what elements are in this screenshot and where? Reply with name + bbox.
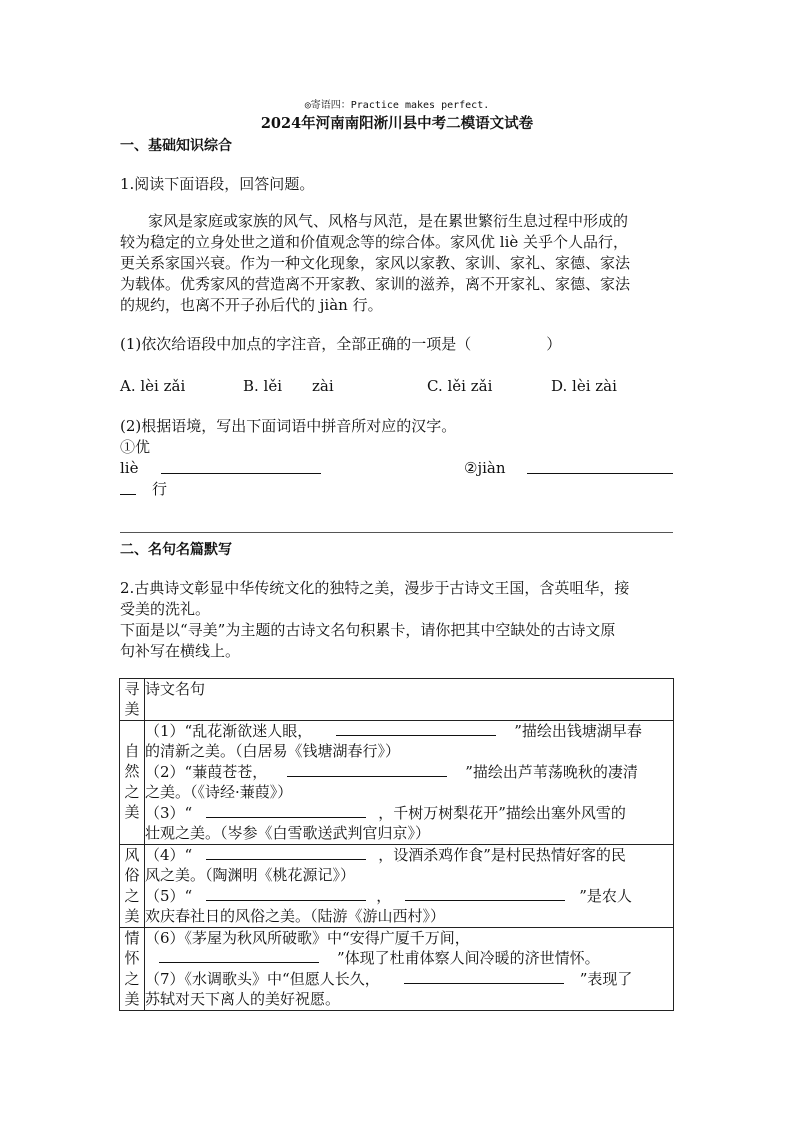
- answer-blank[interactable]: [287, 762, 447, 777]
- answer-blank[interactable]: [336, 721, 496, 736]
- card-line: （1）“乱花渐欲迷人眼， ”描绘出钱塘湖早春: [145, 721, 642, 740]
- card-line: （4）“ ，设酒杀鸡作食”是村民热情好客的民: [145, 845, 626, 864]
- card-line: 苏轼对天下离人的美好祝愿。: [145, 990, 341, 1008]
- card-line: 之美。（《诗经·蒹葭》）: [145, 783, 293, 801]
- card-line: （7）《水调歌头》中“但愿人长久， ”表现了: [145, 969, 633, 988]
- motto-line: ◎寄语四：Practice makes perfect.: [304, 100, 490, 111]
- intro-line: 2.古典诗文彰显中华传统文化的独特之美，漫步于古诗文王国，含英咀华，接: [120, 579, 630, 597]
- answer-blank[interactable]: [159, 948, 319, 963]
- table-row: [120, 720, 674, 844]
- answer-blank[interactable]: [206, 845, 366, 860]
- passage-line: 更关系家国兴衰。作为一种文化现象，家风以家教、家训、家礼、家德、家法: [120, 254, 631, 272]
- section1-heading: 一、基础知识综合: [120, 138, 232, 154]
- item2-tail: 行: [152, 480, 168, 498]
- item2-answer-blank[interactable]: [527, 473, 673, 474]
- option-d[interactable]: D. lèi zài: [551, 377, 617, 395]
- item2-label: ②jiàn: [464, 459, 506, 477]
- row-category: 风俗之美: [120, 844, 145, 927]
- card-line: 风之美。（陶渊明《桃花源记》）: [145, 866, 356, 884]
- poetry-card-table: [119, 678, 674, 1011]
- card-line: 的清新之美。（白居易《钱塘湖春行》）: [145, 742, 401, 760]
- passage: [120, 211, 680, 316]
- sub-question-2: (2)根据语境，写出下面词语中拼音所对应的汉字。: [120, 417, 457, 435]
- option-c[interactable]: C. lěi zǎi: [427, 377, 493, 395]
- answer-blank[interactable]: [206, 803, 366, 818]
- answer-blank[interactable]: [206, 886, 366, 901]
- item1-answer-blank[interactable]: [161, 473, 321, 474]
- row-lines: [145, 844, 674, 927]
- card-line: （3）“ ，千树万树梨花开”描绘出塞外风雪的: [145, 803, 626, 822]
- section2-heading: 二、名句名篇默写: [120, 542, 232, 558]
- card-line: （5）“ ， ”是农人: [145, 886, 632, 905]
- option-b[interactable]: B. lěi zài: [243, 377, 334, 395]
- sub-question-1: (1)依次给语段中加点的字注音，全部正确的一项是（ ）: [120, 335, 562, 353]
- card-line: ”体现了杜甫体察人间冷暖的济世情怀。: [145, 948, 673, 969]
- item2-answer-blank-cont[interactable]: [120, 494, 136, 495]
- section-divider: [120, 532, 673, 533]
- table-row: [120, 844, 674, 927]
- answer-blank[interactable]: [404, 969, 564, 984]
- exam-title: 2024年河南南阳淅川县中考二模语文试卷: [260, 115, 534, 132]
- card-line: （2）“蒹葭苍苍， ”描绘出芦苇荡晚秋的凄清: [145, 762, 638, 781]
- item1-label: ①优: [120, 438, 151, 456]
- intro-line: 下面是以“寻美”为主题的古诗文名句积累卡，请你把其中空缺处的古诗文原: [120, 621, 616, 639]
- passage-line: 较为稳定的立身处世之道和价值观念等的综合体。家风优 liè 关乎个人品行，: [120, 233, 629, 251]
- passage-line: 家风是家庭或家族的风气、风格与风范，是在累世繁衍生息过程中形成的: [148, 212, 629, 230]
- header-lines: 诗文名句: [145, 679, 674, 721]
- q1-prompt: 1.阅读下面语段，回答问题。: [120, 175, 315, 193]
- q2-intro: [120, 578, 680, 662]
- table-header-row: [120, 679, 674, 721]
- card-line: 欢庆春社日的风俗之美。（陆游《游山西村》）: [145, 907, 446, 925]
- row-category: 情怀之美: [120, 927, 145, 1010]
- table-row: [120, 927, 674, 1010]
- header-category: 寻美: [120, 679, 145, 721]
- card-line: （6）《茅屋为秋风所破歌》中“安得广厦千万间，: [145, 928, 470, 947]
- item1-pinyin: liè: [120, 459, 139, 477]
- passage-line: 为载体。优秀家风的营造离不开家教、家训的滋养，离不开家礼、家德、家法: [120, 275, 631, 293]
- option-a[interactable]: A. lèi zǎi: [120, 377, 186, 395]
- passage-line: 的规约，也离不开子孙后代的 jiàn 行。: [120, 296, 383, 314]
- row-lines: [145, 927, 674, 1010]
- card-line: 壮观之美。（岑参《白雪歌送武判官归京》）: [145, 824, 431, 842]
- intro-line: 句补写在横线上。: [120, 642, 241, 660]
- intro-line: 受美的洗礼。: [120, 600, 211, 618]
- answer-blank[interactable]: [405, 886, 565, 901]
- row-lines: [145, 720, 674, 844]
- row-category: 自然之美: [120, 720, 145, 844]
